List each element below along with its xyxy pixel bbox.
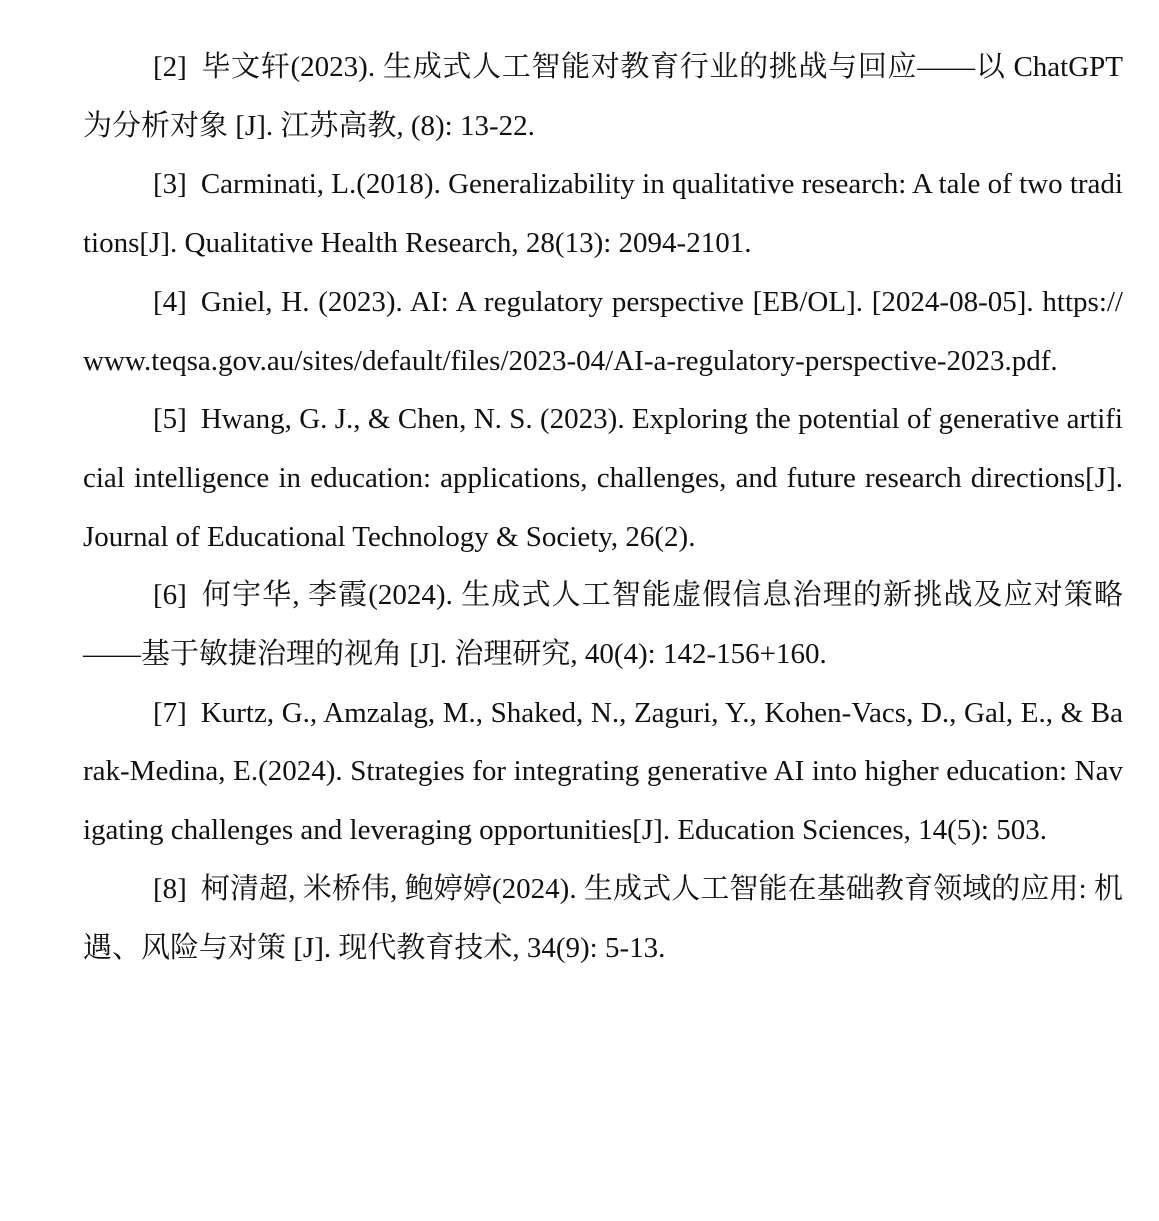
reference-text: Gniel, H. (2023). AI: A regulatory perspective [EB/OL]. [2024-08-05]. https://www.teqsa.gov.au/sites/default/files/2023-04/AI-a-regulatory-perspective-2023.pdf.: [83, 285, 1123, 377]
reference-text: Kurtz, G., Amzalag, M., Shaked, N., Zaguri, Y., Kohen-Vacs, D., Gal, E., & Barak-Medina, E.(2024). Strategies for integrating generative AI into higher education: Navigating challenges and leveraging opportunities[J]. Education Sciences, 14(5): 503.: [83, 696, 1123, 847]
reference-text: Hwang, G. J., & Chen, N. S. (2023). Exploring the potential of generative artificial intelligence in education: applications, challenges, and future research directions[J]. Journal of Educational Technology & Society, 26(2).: [83, 403, 1123, 553]
reference-item-6: [83, 566, 1123, 683]
reference-number: [3]: [153, 168, 187, 201]
reference-text: 柯清超, 米桥伟, 鲍婷婷(2024). 生成式人工智能在基础教育领域的应用: 机遇、风险与对策 [J]. 现代教育技术, 34(9): 5-13.: [83, 872, 1123, 964]
reference-number: [5]: [153, 403, 187, 436]
reference-text: Carminati, L.(2018). Generalizability in qualitative research: A tale of two traditions[J]. Qualitative Health Research, 28(13): 2094-2101.: [83, 168, 1123, 260]
reference-number: [8]: [153, 872, 187, 905]
reference-item-3: [83, 155, 1123, 272]
reference-item-7: [83, 684, 1123, 860]
reference-item-2: [83, 38, 1123, 155]
reference-text: 何宇华, 李霞(2024). 生成式人工智能虚假信息治理的新挑战及应对策略——基于敏捷治理的视角 [J]. 治理研究, 40(4): 142-156+160.: [83, 579, 1123, 671]
reference-number: [4]: [153, 285, 187, 318]
reference-item-4: [83, 273, 1123, 390]
reference-number: [7]: [153, 696, 187, 729]
reference-number: [6]: [153, 579, 187, 612]
reference-item-8: [83, 860, 1123, 977]
reference-item-5: [83, 390, 1123, 566]
reference-text: 毕文轩(2023). 生成式人工智能对教育行业的挑战与回应——以 ChatGPT 为分析对象 [J]. 江苏高教, (8): 13-22.: [83, 51, 1123, 142]
reference-list: [83, 38, 1123, 977]
reference-number: [2]: [153, 51, 187, 83]
